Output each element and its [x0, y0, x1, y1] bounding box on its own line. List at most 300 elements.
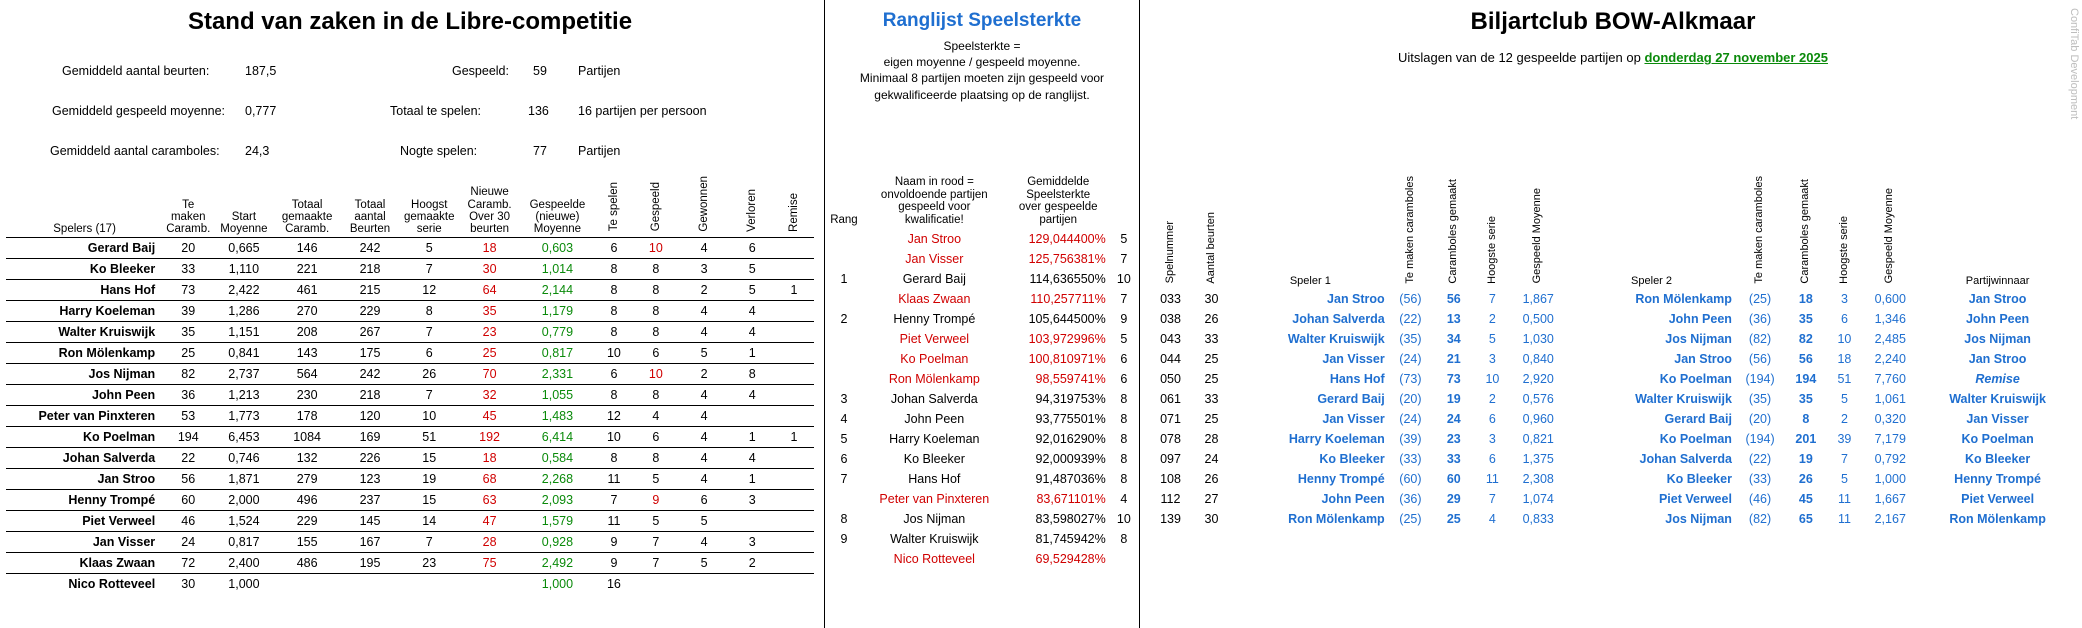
list-item [827, 429, 1139, 449]
match-stat-cell: (194) [1745, 372, 1775, 387]
match-winner-cell: Jan Stroo [1968, 292, 2027, 307]
stat-cell: 229 [275, 510, 340, 531]
match-stat-cell: 7 [1488, 292, 1496, 307]
rank-cell: 2 [840, 311, 848, 326]
standings-table [6, 176, 814, 594]
stat-cell: 218 [340, 384, 401, 405]
player-name-cell: Ko Poelman [6, 426, 163, 447]
summary-value-0: 187,5 [245, 64, 277, 78]
match-winner-cell: Ko Bleeker [1964, 452, 2031, 467]
stat-cell: 4 [678, 384, 731, 405]
stat-cell: 0,746 [213, 447, 274, 468]
match-stat-cell: 2,167 [1874, 512, 1906, 527]
rank-player-name: Peter van Pinxteren [879, 491, 990, 506]
speelsterkte-cell: 94,319753% [1035, 391, 1106, 406]
games-played-cell: 6 [1120, 351, 1128, 366]
rank-player-name: Ron Mölenkamp [888, 371, 980, 386]
stat-cell: 45 [458, 405, 521, 426]
match-player-name: Jan Visser [1322, 352, 1385, 367]
stat-cell: 9 [594, 531, 634, 552]
stat-cell: 3 [730, 531, 774, 552]
stat-cell [774, 321, 814, 342]
games-played-cell: 10 [1116, 511, 1131, 526]
speelsterkte-cell: 98,559741% [1035, 371, 1106, 386]
match-stat-cell: (82) [1748, 512, 1772, 527]
col-aantal [1109, 176, 1139, 229]
stat-cell: 2,331 [521, 363, 594, 384]
games-played-cell: 8 [1120, 431, 1128, 446]
match-stat-cell: 7 [1840, 452, 1848, 467]
stat-cell: 145 [340, 510, 401, 531]
rank-player-name: Ko Poelman [900, 351, 969, 366]
stat-cell: 1 [730, 342, 774, 363]
games-played-cell: 8 [1120, 531, 1128, 546]
stat-cell: 195 [340, 552, 401, 573]
stat-cell: 1,213 [213, 384, 274, 405]
stat-cell [774, 510, 814, 531]
stat-cell: 39 [163, 300, 213, 321]
stat-cell: 64 [458, 279, 521, 300]
results-subtitle [1144, 50, 2082, 65]
results-date-link[interactable]: donderdag 27 november 2025 [1644, 50, 1828, 65]
stat-cell: 5 [730, 258, 774, 279]
stat-cell: 32 [458, 384, 521, 405]
ranking-note-line-2: Minimaal 8 partijen moeten zijn gespeeld voor [859, 71, 1105, 86]
list-item [827, 549, 1139, 569]
stat-cell: 7 [400, 321, 458, 342]
player-name-cell: Nico Rotteveel [6, 573, 163, 594]
col-s2-serie: Hoogste serie [1837, 215, 1850, 284]
stat-cell: 4 [634, 405, 678, 426]
match-stat-cell: 25 [1204, 352, 1219, 367]
stat-cell: 53 [163, 405, 213, 426]
stat-cell: 8 [594, 279, 634, 300]
stat-cell [458, 573, 521, 594]
col-totaal-beurten: Totaal aantal Beurten [349, 198, 391, 235]
summary-value-4: 136 [528, 104, 549, 118]
speelsterkte-cell: 92,016290% [1035, 431, 1106, 446]
table-row [1150, 389, 2076, 409]
match-stat-cell: (194) [1745, 432, 1775, 447]
stat-cell: 73 [163, 279, 213, 300]
list-item [827, 449, 1139, 469]
stat-cell: 8 [730, 363, 774, 384]
stat-cell: 5 [678, 342, 731, 363]
player-name-cell: Jan Visser [6, 531, 163, 552]
stat-cell: 68 [458, 468, 521, 489]
stat-cell: 82 [163, 363, 213, 384]
stat-cell: 63 [458, 489, 521, 510]
col-verloren: Verloren [746, 188, 759, 232]
match-stat-cell: 050 [1160, 372, 1181, 387]
match-stat-cell: 0,960 [1522, 412, 1554, 427]
match-stat-cell: 038 [1160, 312, 1181, 327]
speelsterkte-cell: 91,487036% [1035, 471, 1106, 486]
summary-unit-4: 16 partijen per persoon [578, 104, 707, 118]
stat-cell: 208 [275, 321, 340, 342]
player-name-cell: Harry Koeleman [6, 300, 163, 321]
table-row [1150, 429, 2076, 449]
stat-cell: 2 [678, 279, 731, 300]
match-stat-cell: (25) [1399, 512, 1422, 527]
match-stat-cell: 044 [1160, 352, 1181, 367]
stat-cell: 8 [594, 258, 634, 279]
stat-cell: 2,093 [521, 489, 594, 510]
stat-cell: 5 [400, 237, 458, 258]
stat-cell: 237 [340, 489, 401, 510]
stat-cell: 8 [634, 447, 678, 468]
match-stat-cell: (25) [1748, 292, 1772, 307]
stat-cell: 1 [730, 426, 774, 447]
stat-cell: 6 [594, 363, 634, 384]
match-stat-cell: 18 [1837, 352, 1852, 367]
table-row [1150, 449, 2076, 469]
stat-cell: 4 [678, 321, 731, 342]
col-s1-moyenne: Gespeeld Moyenne [1531, 188, 1544, 284]
stat-cell [340, 573, 401, 594]
rank-cell [827, 349, 861, 369]
stat-cell: 19 [400, 468, 458, 489]
match-stat-cell: 0,576 [1522, 392, 1554, 407]
games-played-cell: 5 [1120, 231, 1128, 246]
match-stat-cell: 8 [1802, 412, 1810, 427]
match-stat-cell: 139 [1160, 512, 1181, 527]
match-stat-cell: (56) [1399, 292, 1422, 307]
match-player-name: Ko Bleeker [1319, 452, 1385, 467]
col-naam: Naam in rood = onvoldoende partijen gespeeld voor kwalificatie! [880, 176, 988, 226]
stat-cell: 8 [400, 300, 458, 321]
match-stat-cell: 1,030 [1522, 332, 1554, 347]
stat-cell: 1,524 [213, 510, 274, 531]
match-player-name: Hans Hof [1329, 372, 1385, 387]
rank-cell: 4 [840, 411, 848, 426]
list-item [827, 489, 1139, 509]
stat-cell: 215 [340, 279, 401, 300]
match-stat-cell: 078 [1160, 432, 1181, 447]
games-played-cell: 7 [1120, 251, 1128, 266]
rank-player-name: Ko Bleeker [903, 451, 965, 466]
match-stat-cell: 1,375 [1522, 452, 1554, 467]
rank-player-name: Klaas Zwaan [898, 291, 971, 306]
summary-value-2: 24,3 [245, 144, 270, 158]
stat-cell [774, 300, 814, 321]
stat-cell: 4 [730, 384, 774, 405]
player-name-cell: Ron Mölenkamp [6, 342, 163, 363]
table-row [6, 426, 814, 447]
stat-cell [730, 510, 774, 531]
stat-cell: 22 [163, 447, 213, 468]
stat-cell: 6 [400, 342, 458, 363]
match-player-name: Ko Bleeker [1666, 472, 1732, 487]
stat-cell: 0,928 [521, 531, 594, 552]
stat-cell: 4 [730, 300, 774, 321]
match-stat-cell: 21 [1446, 352, 1461, 367]
results-table [1150, 176, 2076, 529]
stat-cell: 175 [340, 342, 401, 363]
match-stat-cell: 18 [1798, 292, 1813, 307]
player-name-cell: Piet Verweel [6, 510, 163, 531]
player-name-cell: Klaas Zwaan [6, 552, 163, 573]
match-stat-cell: 108 [1160, 472, 1181, 487]
summary-value-1: 0,777 [245, 104, 277, 118]
stat-cell: 146 [275, 237, 340, 258]
standings-panel [0, 0, 820, 628]
col-start-moyenne: Start Moyenne [220, 210, 268, 235]
table-row [1150, 509, 2076, 529]
stat-cell [634, 573, 678, 594]
stat-cell: 56 [163, 468, 213, 489]
stat-cell: 270 [275, 300, 340, 321]
stat-cell: 155 [275, 531, 340, 552]
match-player-name: Walter Kruiswijk [1635, 392, 1732, 407]
stat-cell: 1,110 [213, 258, 274, 279]
stat-cell: 4 [678, 531, 731, 552]
stat-cell: 230 [275, 384, 340, 405]
stat-cell: 8 [634, 279, 678, 300]
rank-cell: 3 [840, 391, 848, 406]
rank-cell [827, 249, 861, 269]
match-stat-cell: 10 [1485, 372, 1500, 387]
match-stat-cell: 0,600 [1874, 292, 1906, 307]
stat-cell [774, 342, 814, 363]
match-stat-cell: 201 [1795, 432, 1817, 447]
stat-cell: 7 [400, 258, 458, 279]
stat-cell: 7 [400, 384, 458, 405]
player-name-cell: Ko Bleeker [6, 258, 163, 279]
match-player-name: Gerard Baij [1664, 412, 1732, 427]
results-header-row [1150, 176, 2076, 289]
match-stat-cell: 23 [1446, 432, 1461, 447]
stat-cell: 1,483 [521, 405, 594, 426]
summary-label-4: Totaal te spelen: [390, 104, 482, 118]
stat-cell: 192 [458, 426, 521, 447]
stat-cell: 564 [275, 363, 340, 384]
rank-cell [827, 549, 861, 569]
stat-cell: 4 [678, 237, 731, 258]
stat-cell: 7 [400, 531, 458, 552]
match-stat-cell: 1,667 [1874, 492, 1906, 507]
stat-cell: 1,871 [213, 468, 274, 489]
stat-cell: 28 [458, 531, 521, 552]
table-row [6, 237, 814, 258]
speelsterkte-cell: 114,636550% [1029, 271, 1106, 286]
col-te-spelen: Te spelen [607, 182, 620, 232]
match-stat-cell: 10 [1837, 332, 1852, 347]
list-item [827, 409, 1139, 429]
stat-cell: 2,144 [521, 279, 594, 300]
col-s2-gemaakt: Caramboles gemaakt [1799, 179, 1812, 284]
match-player-name: Jan Stroo [1674, 352, 1732, 367]
col-s2-moyenne: Gespeeld Moyenne [1883, 188, 1896, 284]
stat-cell: 10 [594, 426, 634, 447]
match-player-name: Jan Visser [1322, 412, 1385, 427]
match-stat-cell: (46) [1748, 492, 1772, 507]
match-stat-cell: 33 [1446, 452, 1461, 467]
ranking-header-row [827, 176, 1139, 229]
list-item [827, 329, 1139, 349]
rank-player-name: Hans Hof [908, 471, 961, 486]
stat-cell: 6,453 [213, 426, 274, 447]
stat-cell: 7 [634, 531, 678, 552]
stat-cell: 35 [458, 300, 521, 321]
list-item [827, 469, 1139, 489]
col-partijwinnaar: Partijwinnaar [1965, 274, 2030, 287]
match-stat-cell: 24 [1204, 452, 1219, 467]
speelsterkte-cell: 69,529428% [1035, 551, 1106, 566]
speelsterkte-cell: 103,972996% [1028, 331, 1106, 346]
stat-cell [774, 531, 814, 552]
table-row [6, 552, 814, 573]
rank-player-name: Henny Trompé [893, 311, 976, 326]
table-row [6, 363, 814, 384]
stat-cell: 0,603 [521, 237, 594, 258]
stat-cell: 0,817 [213, 531, 274, 552]
games-played-cell: 7 [1120, 291, 1128, 306]
rank-cell: 7 [840, 471, 848, 486]
col-s1-serie: Hoogste serie [1485, 215, 1498, 284]
stat-cell [400, 573, 458, 594]
match-stat-cell: (33) [1399, 452, 1422, 467]
stat-cell: 7 [594, 489, 634, 510]
summary-label-2: Gemiddeld aantal caramboles: [50, 144, 220, 158]
stat-cell: 8 [634, 258, 678, 279]
match-stat-cell: 27 [1204, 492, 1219, 507]
col-gewonnen: Gewonnen [698, 176, 711, 232]
games-played-cell [1109, 549, 1139, 569]
table-row [6, 405, 814, 426]
club-title: Biljartclub BOW-Alkmaar [1470, 8, 1756, 35]
table-row [1150, 309, 2076, 329]
speelsterkte-cell: 129,044400% [1028, 231, 1106, 246]
stat-cell: 0,779 [521, 321, 594, 342]
ranking-note [825, 38, 1139, 103]
match-player-name: Gerard Baij [1317, 392, 1385, 407]
stat-cell: 1,179 [521, 300, 594, 321]
match-stat-cell: 25 [1204, 412, 1219, 427]
col-totaal-caramb: Totaal gemaakte Caramb. [281, 198, 333, 235]
list-item [827, 309, 1139, 329]
stat-cell: 26 [400, 363, 458, 384]
stat-cell: 51 [400, 426, 458, 447]
stat-cell: 279 [275, 468, 340, 489]
match-winner-cell: John Peen [1965, 312, 2030, 327]
match-stat-cell: (60) [1399, 472, 1422, 487]
match-stat-cell: 1,867 [1522, 292, 1554, 307]
stat-cell [774, 468, 814, 489]
stat-cell: 4 [678, 468, 731, 489]
rank-player-name: Nico Rotteveel [893, 551, 975, 566]
table-row [1150, 349, 2076, 369]
list-item [827, 229, 1139, 249]
stat-cell: 1084 [275, 426, 340, 447]
stat-cell: 5 [730, 279, 774, 300]
match-stat-cell: 11 [1837, 492, 1851, 507]
stat-cell: 2,492 [521, 552, 594, 573]
stat-cell: 2,400 [213, 552, 274, 573]
match-stat-cell: 7,760 [1874, 372, 1906, 387]
match-player-name: Harry Koeleman [1288, 432, 1385, 447]
match-stat-cell: 6 [1488, 452, 1496, 467]
games-played-cell: 4 [1120, 491, 1128, 506]
match-stat-cell: (39) [1399, 432, 1422, 447]
stat-cell: 194 [163, 426, 213, 447]
table-row [6, 279, 814, 300]
match-stat-cell: 82 [1798, 332, 1813, 347]
summary-unit-3: Partijen [578, 64, 621, 78]
stat-cell: 25 [458, 342, 521, 363]
match-stat-cell: 3 [1488, 432, 1496, 447]
stat-cell: 47 [458, 510, 521, 531]
rank-cell: 9 [840, 531, 848, 546]
summary-label-5: Nogte spelen: [400, 144, 478, 158]
stat-cell: 6 [730, 237, 774, 258]
stat-cell: 229 [340, 300, 401, 321]
speelsterkte-cell: 125,756381% [1028, 251, 1106, 266]
col-rang: Rang [830, 213, 858, 226]
stat-cell: 5 [678, 552, 731, 573]
speelsterkte-cell: 83,598027% [1035, 511, 1106, 526]
table-row [1150, 409, 2076, 429]
match-stat-cell: 26 [1204, 472, 1219, 487]
summary-unit-5: Partijen [578, 144, 621, 158]
summary-label-3: Gespeeld: [452, 64, 509, 78]
col-s2-temaken: Te maken caramboles [1753, 176, 1766, 284]
player-name-cell: Henny Trompé [6, 489, 163, 510]
stat-cell: 1,151 [213, 321, 274, 342]
stat-cell: 18 [458, 447, 521, 468]
col-spelers: Spelers (17) [53, 222, 116, 235]
match-winner-cell: Ron Mölenkamp [1949, 512, 2046, 527]
rank-cell: 5 [840, 431, 848, 446]
stat-cell: 6 [634, 426, 678, 447]
stat-cell: 8 [634, 300, 678, 321]
list-item [827, 369, 1139, 389]
rank-player-name: Jos Nijman [903, 511, 966, 526]
col-gespeeld: Gespeeld [649, 182, 662, 232]
rank-cell: 6 [840, 451, 848, 466]
stat-cell: 3 [678, 258, 731, 279]
stat-cell: 2,737 [213, 363, 274, 384]
col-hoogste-serie: Hoogst gemaakte serie [404, 198, 455, 235]
match-stat-cell: 0,821 [1522, 432, 1554, 447]
table-row [6, 258, 814, 279]
stat-cell: 12 [400, 279, 458, 300]
match-stat-cell: 3 [1840, 292, 1848, 307]
match-winner-cell: Walter Kruiswijk [1949, 392, 2046, 407]
stat-cell: 0,841 [213, 342, 274, 363]
match-stat-cell: 29 [1446, 492, 1461, 507]
table-row [6, 300, 814, 321]
results-panel [1144, 0, 2082, 628]
stat-cell: 2,268 [521, 468, 594, 489]
stat-cell: 72 [163, 552, 213, 573]
match-stat-cell: 30 [1204, 292, 1219, 307]
stat-cell: 11 [594, 468, 634, 489]
match-stat-cell: 2,308 [1522, 472, 1554, 487]
table-row [6, 468, 814, 489]
stat-cell: 6,414 [521, 426, 594, 447]
col-speler1: Speler 1 [1289, 274, 1331, 287]
stat-cell [774, 573, 814, 594]
match-stat-cell: 30 [1204, 512, 1219, 527]
match-stat-cell: 071 [1160, 412, 1181, 427]
match-stat-cell: 0,320 [1874, 412, 1906, 427]
stat-cell: 15 [400, 489, 458, 510]
stat-cell: 10 [634, 363, 678, 384]
stat-cell: 1,000 [521, 573, 594, 594]
col-remise: Remise [787, 192, 800, 232]
stat-cell [730, 405, 774, 426]
